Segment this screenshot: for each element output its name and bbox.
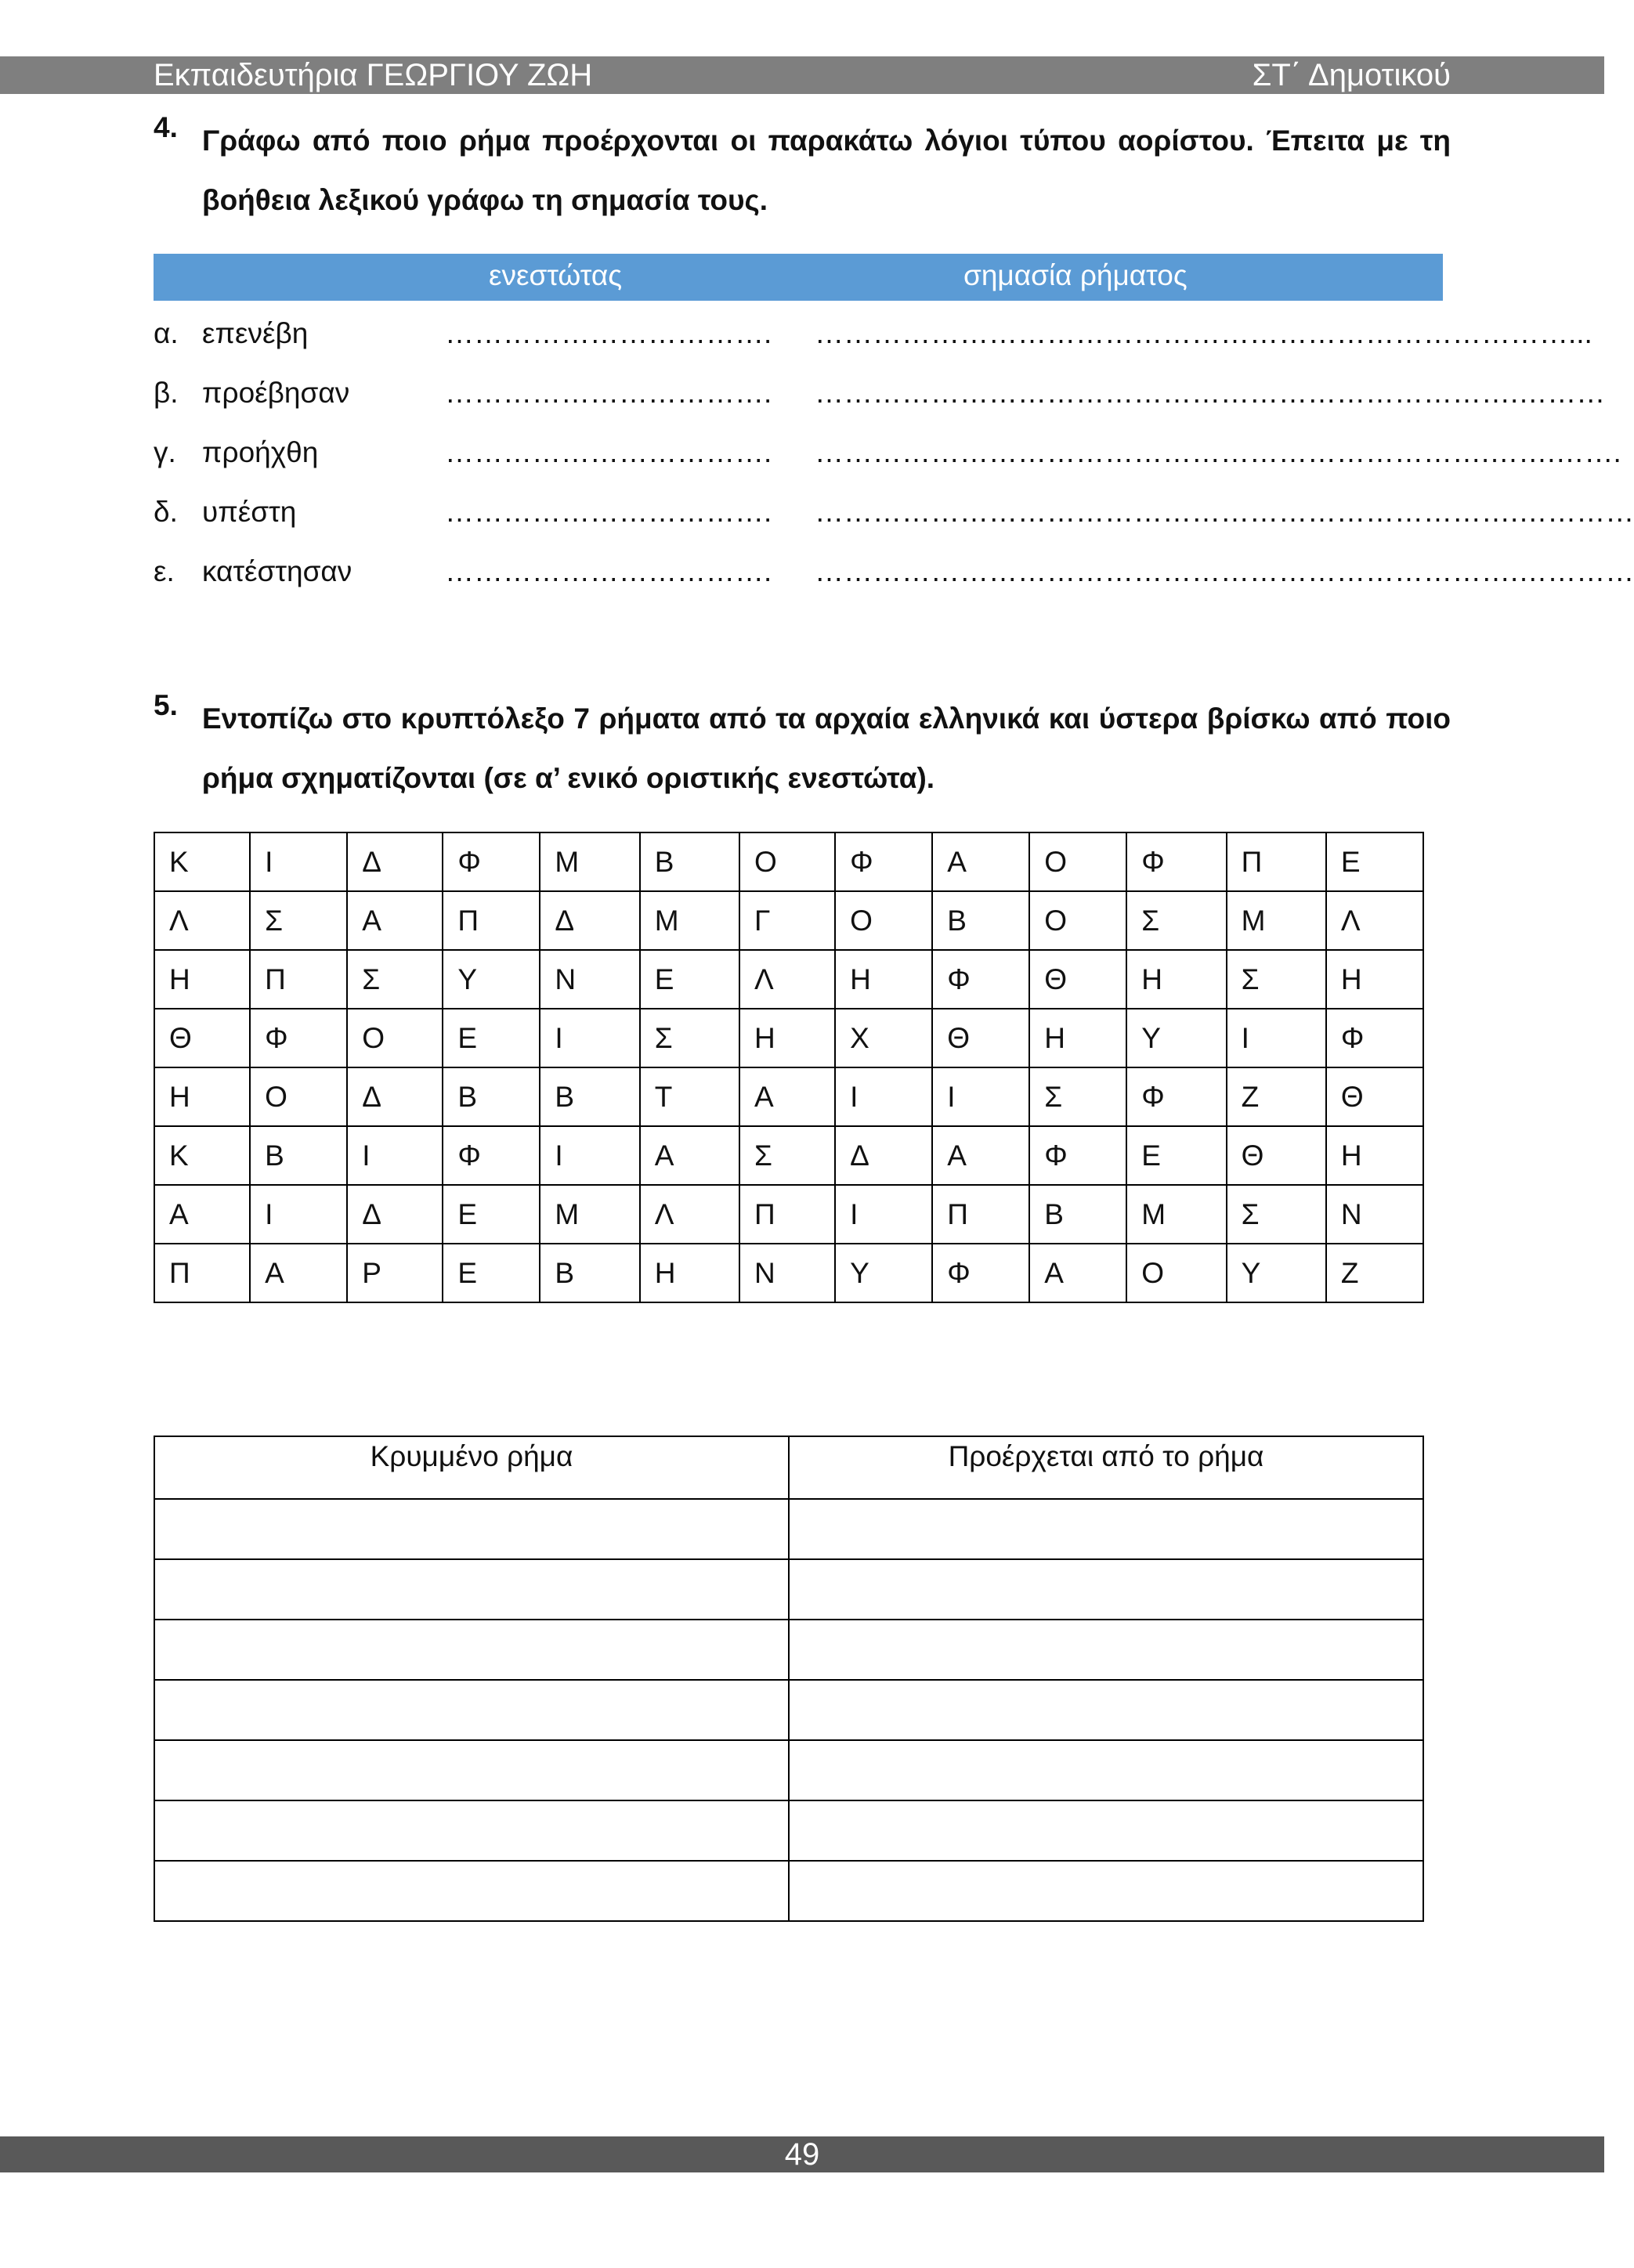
exercise-4-row <box>154 370 1606 417</box>
grid-cell[interactable]: Σ <box>347 950 443 1009</box>
grid-cell[interactable]: Φ <box>1326 1009 1423 1067</box>
grid-cell[interactable]: Ν <box>739 1244 835 1302</box>
header-grade: ΣΤ΄ Δημοτικού <box>1252 58 1451 92</box>
answers-header-source-verb: Προέρχεται από το ρήμα <box>789 1436 1423 1499</box>
grid-cell[interactable]: Φ <box>443 832 540 891</box>
grid-cell[interactable]: Σ <box>1029 1067 1126 1126</box>
grid-cell[interactable]: Α <box>640 1126 739 1185</box>
grid-cell[interactable]: Α <box>932 1126 1029 1185</box>
grid-cell[interactable]: Π <box>739 1185 835 1244</box>
task-4-number: 4. <box>154 111 178 143</box>
answer-row <box>154 1740 1423 1800</box>
grid-cell[interactable]: Φ <box>932 950 1029 1009</box>
task-5-number: 5. <box>154 689 178 721</box>
answers-header-hidden-verb: Κρυμμένο ρήμα <box>154 1436 789 1499</box>
grid-cell[interactable]: Δ <box>540 891 639 950</box>
row-word: υπέστη <box>202 496 297 528</box>
row-present-blank[interactable]: ……………………………. <box>445 555 772 587</box>
grid-cell[interactable]: Ο <box>1029 891 1126 950</box>
answer-hidden-verb-cell[interactable] <box>154 1620 789 1680</box>
grid-row <box>154 1126 1423 1185</box>
grid-cell[interactable]: Δ <box>347 832 443 891</box>
grid-cell[interactable]: Θ <box>1326 1067 1423 1126</box>
grid-cell[interactable]: Ε <box>640 950 739 1009</box>
row-present-blank[interactable]: ……………………………. <box>445 496 772 528</box>
grid-cell[interactable]: Η <box>835 950 932 1009</box>
row-word: προέβησαν <box>202 377 350 409</box>
grid-row <box>154 1185 1423 1244</box>
grid-cell[interactable]: Ζ <box>1227 1067 1326 1126</box>
grid-cell[interactable]: Λ <box>640 1185 739 1244</box>
grid-cell[interactable]: Μ <box>1126 1185 1226 1244</box>
answer-source-verb-cell[interactable] <box>789 1680 1423 1740</box>
answer-source-verb-cell[interactable] <box>789 1620 1423 1680</box>
grid-cell[interactable]: Δ <box>347 1067 443 1126</box>
grid-cell[interactable]: Ζ <box>1326 1244 1423 1302</box>
grid-row <box>154 1009 1423 1067</box>
grid-cell[interactable]: Η <box>640 1244 739 1302</box>
grid-cell[interactable]: Ν <box>540 950 639 1009</box>
grid-cell[interactable]: Κ <box>154 832 250 891</box>
task-5 <box>154 689 1451 808</box>
grid-cell[interactable]: Ε <box>443 1244 540 1302</box>
row-meaning-blank[interactable]: ……………………………………………………………………... <box>815 317 1592 349</box>
grid-cell[interactable]: Ρ <box>347 1244 443 1302</box>
grid-cell[interactable]: Υ <box>1227 1244 1326 1302</box>
exercise-4-row <box>154 429 1621 476</box>
grid-cell[interactable]: Θ <box>1029 950 1126 1009</box>
answer-hidden-verb-cell[interactable] <box>154 1499 789 1559</box>
exercise-4-row <box>154 489 1634 536</box>
header-school-name: Εκπαιδευτήρια ΓΕΩΡΓΙΟΥ ΖΩΗ <box>154 58 593 92</box>
grid-cell[interactable]: Κ <box>154 1126 250 1185</box>
grid-cell[interactable]: Α <box>739 1067 835 1126</box>
answer-hidden-verb-cell[interactable] <box>154 1559 789 1620</box>
grid-cell[interactable]: Β <box>443 1067 540 1126</box>
grid-cell[interactable]: Ε <box>443 1009 540 1067</box>
row-letter: γ. <box>154 436 176 468</box>
grid-cell[interactable]: Η <box>1326 950 1423 1009</box>
grid-cell[interactable]: Σ <box>1227 950 1326 1009</box>
word-search-grid <box>154 832 1424 1303</box>
grid-row <box>154 1067 1423 1126</box>
row-meaning-blank[interactable]: …………………………………………………………….…….……. <box>815 436 1621 468</box>
grid-cell[interactable]: Σ <box>1227 1185 1326 1244</box>
grid-cell[interactable]: Σ <box>739 1126 835 1185</box>
row-meaning-blank[interactable]: ……………………………………………………………….……… <box>815 377 1606 409</box>
grid-cell[interactable]: Α <box>250 1244 347 1302</box>
row-letter: δ. <box>154 496 178 528</box>
grid-cell[interactable]: Φ <box>835 832 932 891</box>
grid-cell[interactable]: Δ <box>347 1185 443 1244</box>
grid-cell[interactable]: Η <box>154 1067 250 1126</box>
grid-cell[interactable]: Μ <box>1227 891 1326 950</box>
grid-cell[interactable]: Θ <box>154 1009 250 1067</box>
row-word: επενέβη <box>202 317 309 349</box>
answers-table <box>154 1436 1424 1922</box>
row-meaning-blank[interactable]: ……………………………………………………………….………… <box>815 496 1634 528</box>
grid-cell[interactable]: Φ <box>443 1126 540 1185</box>
grid-cell[interactable]: Θ <box>932 1009 1029 1067</box>
page-header <box>0 56 1604 94</box>
grid-cell[interactable]: Α <box>154 1185 250 1244</box>
grid-cell[interactable]: Β <box>250 1126 347 1185</box>
grid-cell[interactable]: Θ <box>1227 1126 1326 1185</box>
grid-cell[interactable]: Α <box>932 832 1029 891</box>
grid-cell[interactable]: Φ <box>932 1244 1029 1302</box>
grid-cell[interactable]: Ο <box>1126 1244 1226 1302</box>
grid-cell[interactable]: Μ <box>640 891 739 950</box>
grid-cell[interactable]: Σ <box>1126 891 1226 950</box>
row-word: προήχθη <box>202 436 319 468</box>
grid-cell[interactable]: Ο <box>347 1009 443 1067</box>
grid-cell[interactable]: Ν <box>1326 1185 1423 1244</box>
answer-hidden-verb-cell[interactable] <box>154 1680 789 1740</box>
row-letter: ε. <box>154 555 175 587</box>
grid-row <box>154 891 1423 950</box>
answer-row <box>154 1680 1423 1740</box>
answer-source-verb-cell[interactable] <box>789 1800 1423 1861</box>
grid-cell[interactable]: Ο <box>250 1067 347 1126</box>
grid-cell[interactable]: Η <box>1326 1126 1423 1185</box>
grid-cell[interactable]: Π <box>932 1185 1029 1244</box>
grid-cell[interactable]: Ι <box>540 1009 639 1067</box>
grid-row <box>154 832 1423 891</box>
grid-cell[interactable]: Π <box>250 950 347 1009</box>
row-letter: α. <box>154 317 179 349</box>
grid-cell[interactable]: Ο <box>739 832 835 891</box>
grid-cell[interactable]: Λ <box>739 950 835 1009</box>
exercise-4-row <box>154 310 1592 357</box>
grid-cell[interactable]: Ο <box>835 891 932 950</box>
grid-cell[interactable]: Ι <box>250 1185 347 1244</box>
grid-cell[interactable]: Η <box>1029 1009 1126 1067</box>
task-4 <box>154 111 1451 230</box>
grid-cell[interactable]: Φ <box>1029 1126 1126 1185</box>
grid-cell[interactable]: Σ <box>250 891 347 950</box>
row-present-blank[interactable]: ……………………………. <box>445 436 772 468</box>
grid-cell[interactable]: Β <box>540 1244 639 1302</box>
grid-cell[interactable]: Σ <box>640 1009 739 1067</box>
grid-cell[interactable]: Φ <box>1126 1067 1226 1126</box>
grid-cell[interactable]: Η <box>739 1009 835 1067</box>
grid-row <box>154 1244 1423 1302</box>
answer-hidden-verb-cell[interactable] <box>154 1861 789 1921</box>
grid-cell[interactable]: Ι <box>347 1126 443 1185</box>
grid-cell[interactable]: Α <box>347 891 443 950</box>
grid-cell[interactable]: Υ <box>1126 1009 1226 1067</box>
grid-cell[interactable]: Π <box>443 891 540 950</box>
grid-cell[interactable]: Ι <box>835 1067 932 1126</box>
grid-cell[interactable]: Μ <box>540 1185 639 1244</box>
row-present-blank[interactable]: ……………………………. <box>445 317 772 349</box>
answer-row <box>154 1861 1423 1921</box>
page-footer <box>0 2136 1604 2172</box>
answer-row <box>154 1559 1423 1620</box>
grid-cell[interactable]: Η <box>154 950 250 1009</box>
page-number: 49 <box>784 2137 820 2172</box>
grid-cell[interactable]: Ι <box>835 1185 932 1244</box>
grid-cell[interactable]: Λ <box>154 891 250 950</box>
grid-cell[interactable]: Π <box>1227 832 1326 891</box>
answer-hidden-verb-cell[interactable] <box>154 1800 789 1861</box>
grid-cell[interactable]: Μ <box>540 832 639 891</box>
grid-cell[interactable]: Ι <box>540 1126 639 1185</box>
row-present-blank[interactable]: ……………………………. <box>445 377 772 409</box>
grid-cell[interactable]: Ο <box>1029 832 1126 891</box>
grid-cell[interactable]: Ε <box>1126 1126 1226 1185</box>
grid-cell[interactable]: Β <box>640 832 739 891</box>
grid-cell[interactable]: Α <box>1029 1244 1126 1302</box>
grid-cell[interactable]: Η <box>1126 950 1226 1009</box>
row-word: κατέστησαν <box>202 555 352 587</box>
grid-cell[interactable]: Β <box>932 891 1029 950</box>
answer-row <box>154 1620 1423 1680</box>
grid-cell[interactable]: Φ <box>250 1009 347 1067</box>
header-present-tense: ενεστώτας <box>489 259 623 291</box>
grid-cell[interactable]: Ι <box>1227 1009 1326 1067</box>
grid-cell[interactable]: Χ <box>835 1009 932 1067</box>
header-verb-meaning: σημασία ρήματος <box>963 259 1188 291</box>
exercise-4-table-header <box>154 254 1443 301</box>
answer-row <box>154 1499 1423 1559</box>
grid-row <box>154 950 1423 1009</box>
grid-cell[interactable]: Υ <box>835 1244 932 1302</box>
grid-cell[interactable]: Ε <box>1326 832 1423 891</box>
answer-row <box>154 1800 1423 1861</box>
grid-cell[interactable]: Δ <box>835 1126 932 1185</box>
grid-cell[interactable]: Β <box>1029 1185 1126 1244</box>
grid-cell[interactable]: Π <box>154 1244 250 1302</box>
grid-cell[interactable]: Ι <box>250 832 347 891</box>
exercise-4-row <box>154 548 1634 595</box>
grid-cell[interactable]: Φ <box>1126 832 1226 891</box>
answer-source-verb-cell[interactable] <box>789 1740 1423 1800</box>
grid-cell[interactable]: Ε <box>443 1185 540 1244</box>
grid-cell[interactable]: Ι <box>932 1067 1029 1126</box>
answer-source-verb-cell[interactable] <box>789 1499 1423 1559</box>
row-meaning-blank[interactable]: ……………………………………………………………….………… <box>815 555 1634 587</box>
grid-cell[interactable]: Τ <box>640 1067 739 1126</box>
row-letter: β. <box>154 377 179 409</box>
grid-cell[interactable]: Υ <box>443 950 540 1009</box>
answer-source-verb-cell[interactable] <box>789 1861 1423 1921</box>
answer-hidden-verb-cell[interactable] <box>154 1740 789 1800</box>
answer-source-verb-cell[interactable] <box>789 1559 1423 1620</box>
task-5-instructions: Εντοπίζω στο κρυπτόλεξο 7 ρήματα από τα αρχαία ελληνικά και ύστερα βρίσκω από ποιο ρήμα σχηματίζονται (σε α’ ενικό οριστικής ενεστώτα). <box>202 702 1451 794</box>
grid-cell[interactable]: Β <box>540 1067 639 1126</box>
task-4-instructions: Γράφω από ποιο ρήμα προέρχονται οι παρακάτω λόγιοι τύπου αορίστου. Έπειτα με τη βοήθεια λεξικού γράφω τη σημασία τους. <box>202 125 1451 216</box>
grid-cell[interactable]: Λ <box>1326 891 1423 950</box>
grid-cell[interactable]: Γ <box>739 891 835 950</box>
